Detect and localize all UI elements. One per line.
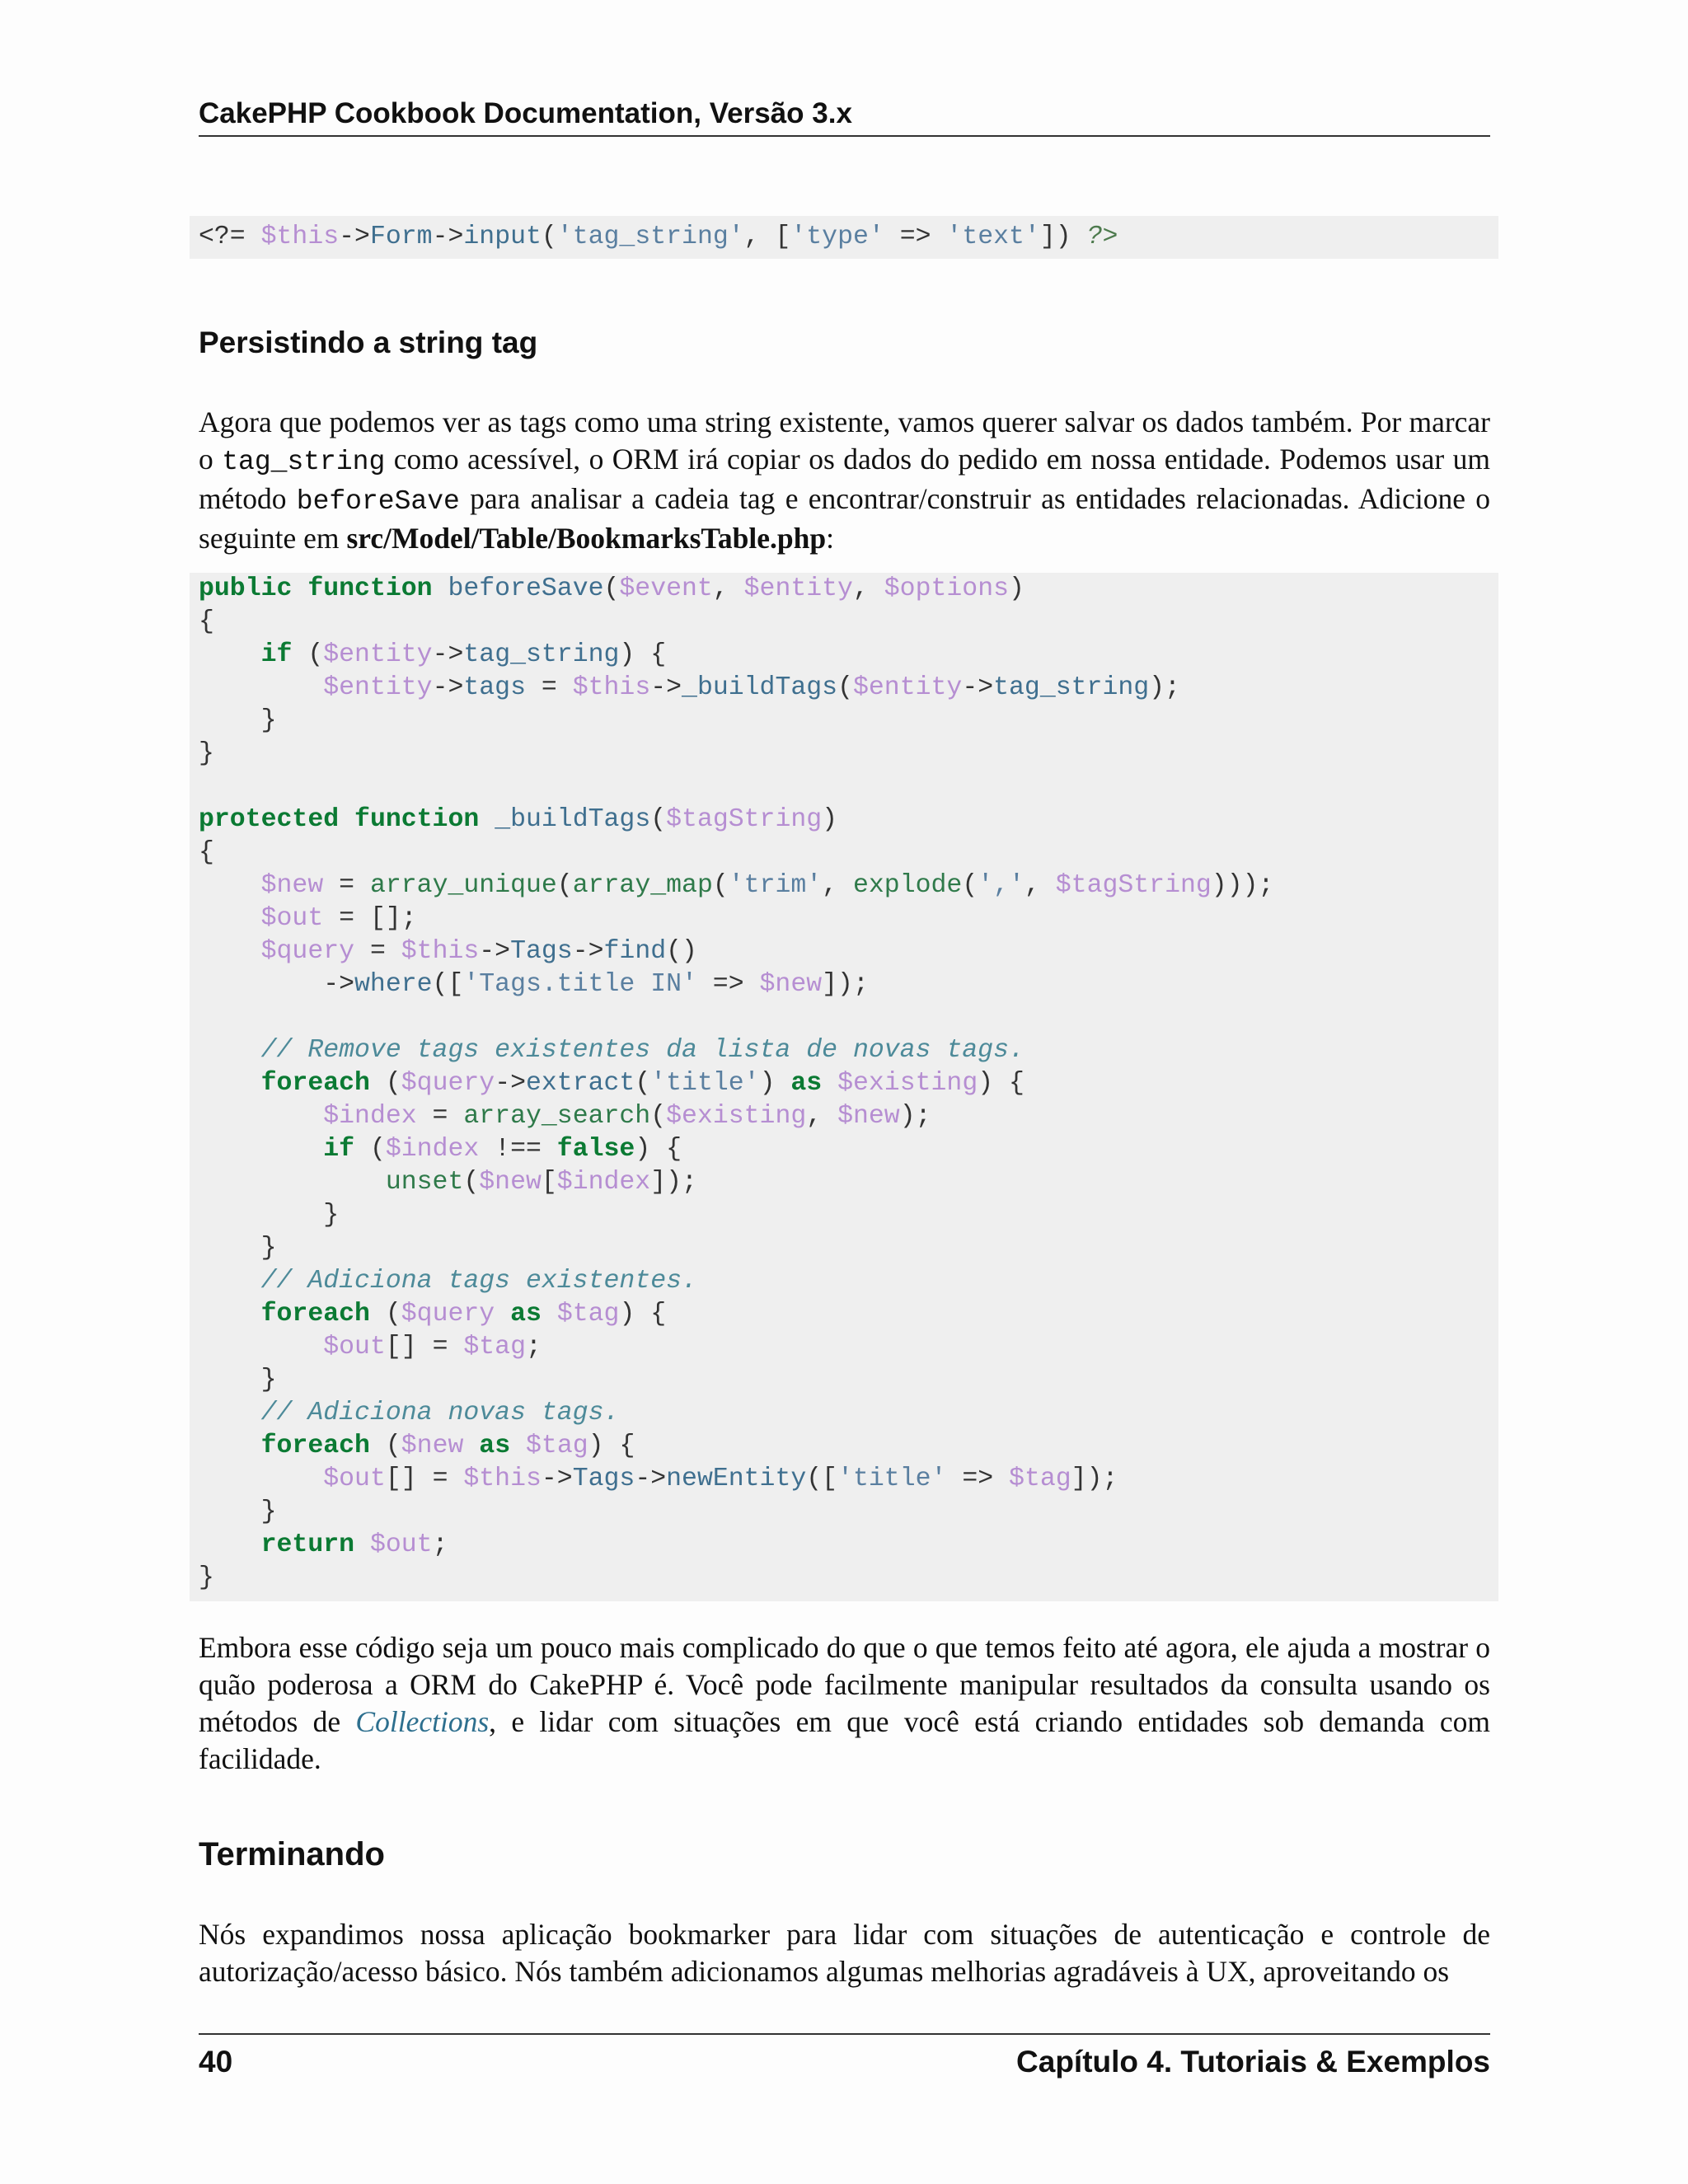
code-line: } xyxy=(199,706,277,735)
code-line: $new = array_unique(array_map('trim', explode(',', $tagString))); xyxy=(260,871,1274,900)
code-block-form-input xyxy=(190,216,1498,259)
inline-code-beforesave: beforeSave xyxy=(296,486,460,517)
code-line: { xyxy=(199,838,214,867)
code-line: if ($entity->tag_string) { xyxy=(260,640,667,669)
code-line: { xyxy=(199,607,214,636)
code-line: } xyxy=(199,1234,277,1263)
page-header xyxy=(199,92,1490,137)
file-path: src/Model/Table/BookmarksTable.php xyxy=(346,522,827,555)
text: Embora esse código seja um pouco mais complicado do que o que temos feito até agora, ele ajuda a mostrar o quão poderosa a ORM do CakePHP é. Você pode facilmente manipular resultados da consulta usando os métodos de xyxy=(199,1631,1490,1738)
code-line: if ($index !== false) { xyxy=(323,1135,682,1164)
paragraph-terminando: Nós expandimos nossa aplicação bookmarker para lidar com situações de autenticação e controle de autorização/acesso básico. Nós também adicionamos algumas melhorias agradáveis à UX, aproveitando os xyxy=(199,1918,1490,1988)
code-line: foreach ($query as $tag) { xyxy=(260,1300,667,1329)
page-footer xyxy=(199,2033,1490,2079)
code-line: $out = []; xyxy=(260,904,417,933)
section-heading-persistindo: Persistindo a string tag xyxy=(199,326,538,359)
code-line xyxy=(199,1001,1498,1034)
code-line: // Remove tags existentes da lista de novas tags. xyxy=(260,1036,1025,1065)
text: Agora que podemos ver as tags como uma string existente, vamos querer salvar os dados também. Por marcar o xyxy=(199,405,1490,476)
text: para analisar a cadeia tag e encontrar/construir as entidades relacionadas. Adicione o seguinte em xyxy=(199,482,1490,555)
code-line: ->where(['Tags.title IN' => $new]); xyxy=(199,970,869,999)
paragraph-orm-explanation xyxy=(199,1629,1490,1778)
code-block-bookmarks-table xyxy=(190,573,1498,1601)
text: , e lidar com situações em que você está criando entidades sob demanda com facilidade. xyxy=(199,1705,1490,1775)
code-line: unset($new[$index]); xyxy=(385,1168,697,1197)
page-number: 40 xyxy=(199,2045,233,2079)
code-line: $index = array_search($existing, $new); xyxy=(323,1102,931,1131)
code-line: $out[] = $this->Tags->newEntity(['title' => $tag]); xyxy=(323,1465,1118,1493)
code-line: foreach ($new as $tag) { xyxy=(260,1432,635,1460)
code-line: public function beforeSave($event, $entity, $options) xyxy=(199,574,1025,603)
code-line: $out[] = $tag; xyxy=(323,1333,542,1361)
code-line: foreach ($query->extract('title') as $existing) { xyxy=(260,1069,1025,1098)
code-line: // Adiciona tags existentes. xyxy=(260,1267,697,1296)
code-line: $query = $this->Tags->find() xyxy=(260,937,697,966)
code-line: protected function _buildTags($tagString) xyxy=(199,805,838,834)
code-line: <?= $this->Form->input('tag_string', ['type' => 'text']) ?> xyxy=(199,223,1118,251)
code-line: $entity->tags = $this->_buildTags($entity->tag_string); xyxy=(323,673,1180,702)
text: : xyxy=(826,522,834,555)
collections-link[interactable]: Collections xyxy=(355,1705,490,1738)
code-line: return $out; xyxy=(260,1530,448,1559)
code-line: } xyxy=(199,1366,277,1394)
code-line: } xyxy=(199,1563,214,1592)
text: como acessível, o ORM irá copiar os dados do pedido em nossa entidade. Podemos usar um método xyxy=(199,443,1491,515)
document-title: CakePHP Cookbook Documentation, Versão 3.x xyxy=(199,97,852,129)
code-line: // Adiciona novas tags. xyxy=(260,1399,620,1427)
code-line: } xyxy=(199,739,214,768)
code-line: } xyxy=(199,1201,340,1230)
inline-code-tag-string: tag_string xyxy=(222,447,386,477)
section-heading-terminando: Terminando xyxy=(199,1836,385,1872)
code-line xyxy=(199,771,1498,804)
code-line: } xyxy=(199,1497,277,1526)
paragraph-persist-intro xyxy=(199,404,1490,557)
chapter-title: Capítulo 4. Tutoriais & Exemplos xyxy=(1016,2045,1490,2079)
